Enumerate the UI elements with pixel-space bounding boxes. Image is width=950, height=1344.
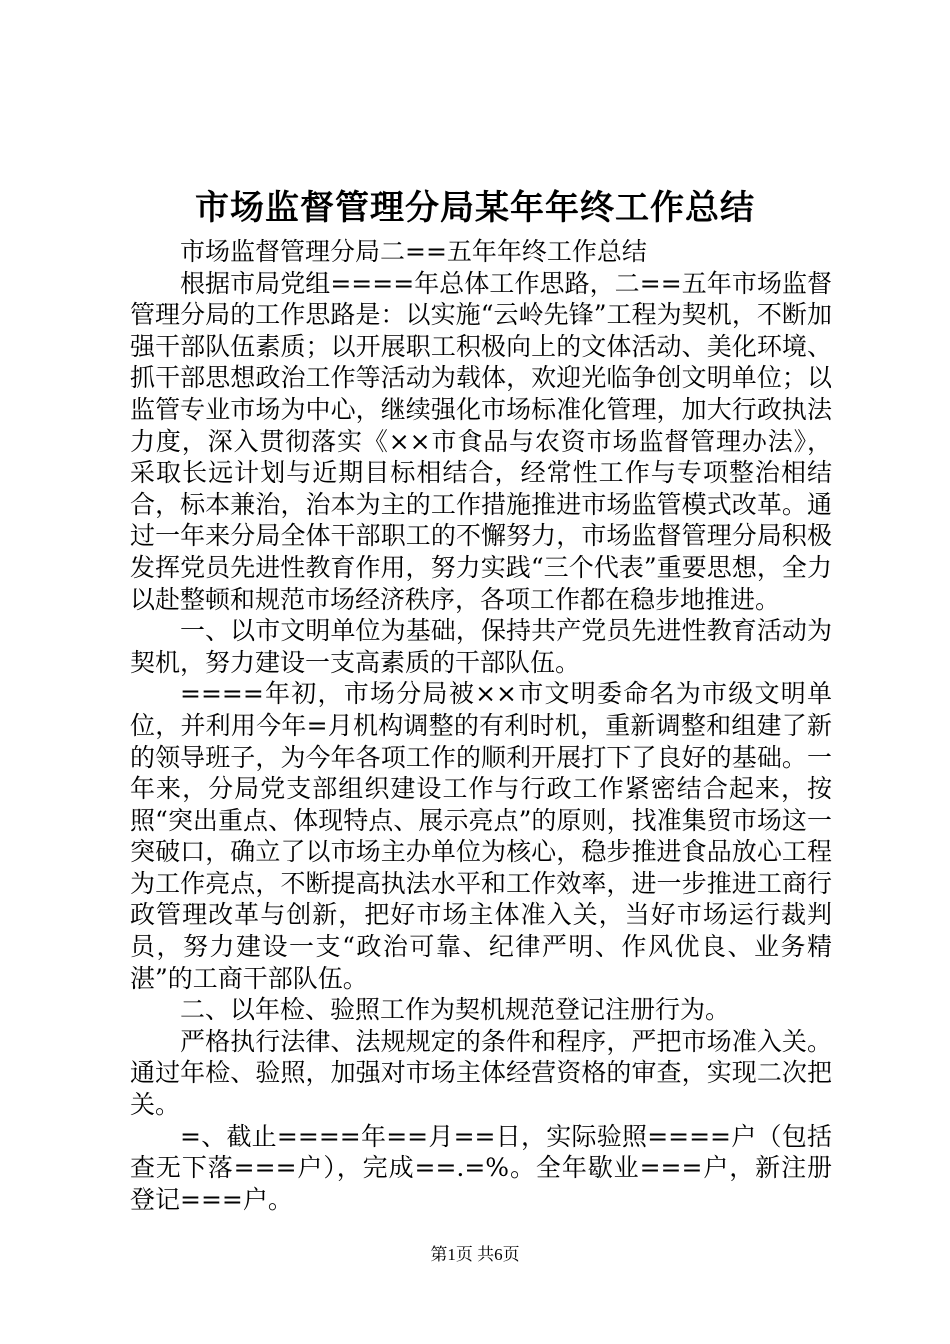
page-number-footer: 第1页 共6页: [430, 1245, 520, 1264]
section-heading-1: 一、以市文明单位为基础，保持共产党员先进性教育活动为契机，努力建设一支高素质的干部队伍。: [130, 616, 832, 677]
document-body: [130, 236, 832, 1215]
paragraph-section-1: ====年初，市场分局被××市文明委命名为市级文明单位，并利用今年=月机构调整的有利时机，重新调整和组建了新的领导班子，为今年各项工作的顺利开展打下了良好的基础。一年来，分局党支部组织建设工作与行政工作紧密结合起来，按照“突出重点、体现特点、展示亮点”的原则，找准集贸市场这一突破口，确立了以市场主办单位为核心，稳步推进食品放心工程为工作亮点，不断提高执法水平和工作效率，进一步推进工商行政管理改革与创新，把好市场主体准入关，当好市场运行裁判员，努力建设一支“政治可靠、纪律严明、作风优良、业务精湛”的工商干部队伍。: [130, 679, 832, 993]
paragraph-subtitle: 市场监督管理分局二==五年年终工作总结: [180, 237, 647, 266]
paragraph-section-2: 严格执行法律、法规规定的条件和程序，严把市场准入关。通过年检、验照，加强对市场主体经营资格的审查，实现二次把关。: [130, 1026, 832, 1120]
paragraph-statistics: =、截止====年==月==日，实际验照====户（包括查无下落===户），完成==.=%。全年歇业===户，新注册登记===户。: [130, 1121, 832, 1214]
section-heading-2: 二、以年检、验照工作为契机规范登记注册行为。: [180, 995, 731, 1025]
document-title: 市场监督管理分局某年年终工作总结: [195, 188, 755, 228]
paragraph-intro: 根据市局党组====年总体工作思路，二==五年市场监督管理分局的工作思路是：以实施“云岭先锋”工程为契机，不断加强干部队伍素质；以开展职工积极向上的文体活动、美化环境、抓干部思想政治工作等活动为载体，欢迎光临争创文明单位；以监管专业市场为中心，继续强化市场标准化管理，加大行政执法力度，深入贯彻落实《××市食品与农资市场监督管理办法》，采取长远计划与近期目标相结合，经常性工作与专项整治相结合，标本兼治，治本为主的工作措施推进市场监管模式改革。通过一年来分局全体干部职工的不懈努力，市场监督管理分局积极发挥党员先进性教育作用，努力实践“三个代表”重要思想，全力以赴整顿和规范市场经济秩序，各项工作都在稳步地推进。: [130, 268, 832, 614]
